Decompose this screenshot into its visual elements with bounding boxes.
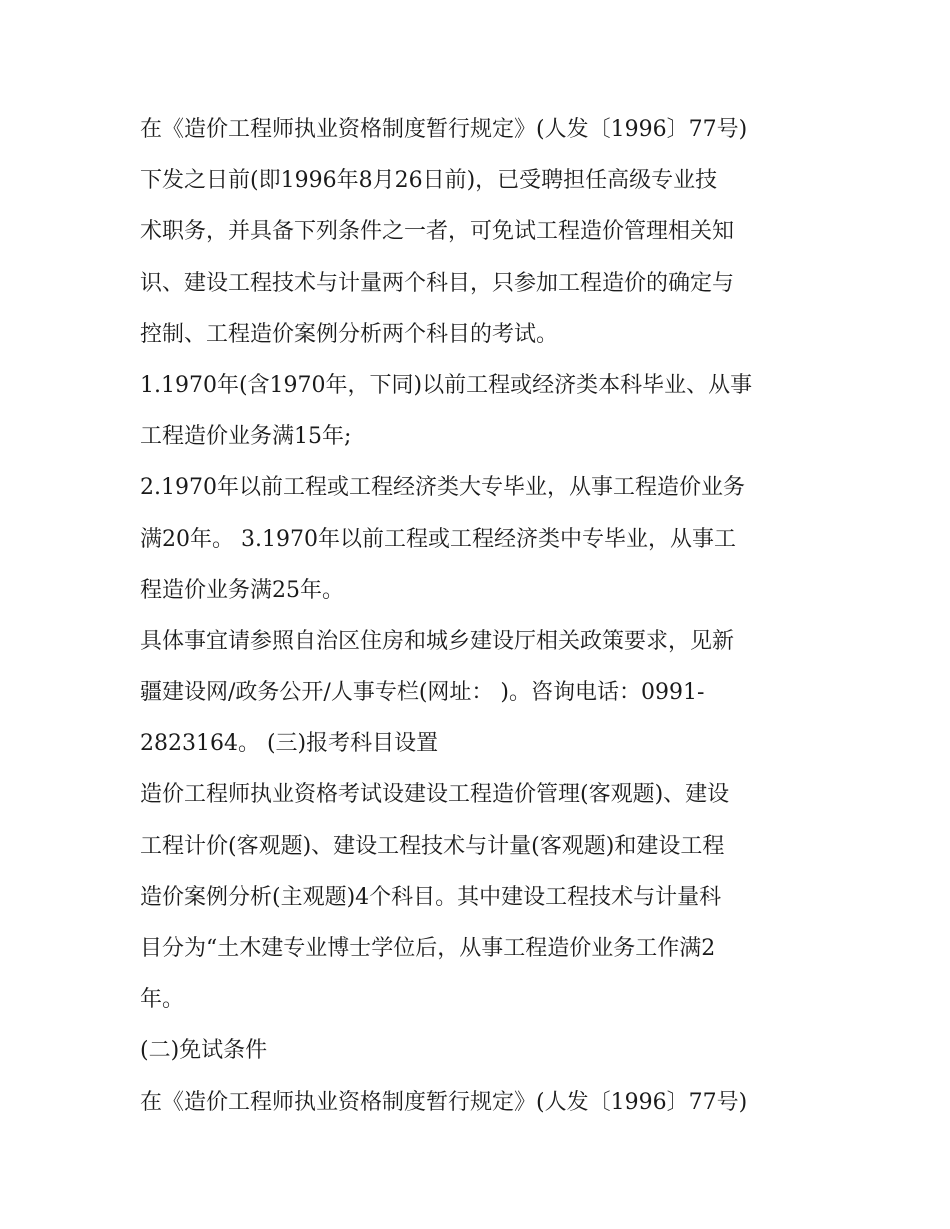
text-line: 疆建设网/政务公开/人事专栏(网址： )。咨询电话：0991- (140, 680, 705, 706)
text-line: 在《造价工程师执业资格制度暂行规定》(人发〔1996〕77号) (140, 117, 748, 142)
document-body (140, 104, 820, 1128)
text-line: 造价案例分析(主观题)4个科目。其中建设工程技术与计量科 (140, 884, 722, 910)
text-line: 控制、工程造价案例分析两个科目的考试。 (140, 321, 559, 347)
text-line: (二)免试条件 (140, 1038, 268, 1064)
text-line: 年。 (140, 987, 185, 1013)
text-line: 满20年。 3.1970年以前工程或工程经济类中专毕业，从事工 (140, 526, 736, 552)
text-line: 术职务，并具备下列条件之一者，可免试工程造价管理相关知 (140, 219, 735, 245)
text-line: 具体事宜请参照自治区住房和城乡建设厅相关政策要求，见新 (140, 628, 735, 654)
text-line: 程造价业务满25年。 (140, 577, 344, 603)
text-line: 下发之日前(即1996年8月26日前)，已受聘担任高级专业技 (140, 168, 718, 194)
text-line: 识、建设工程技术与计量两个科目，只参加工程造价的确定与 (140, 270, 735, 296)
text-line: 造价工程师执业资格考试设建设工程造价管理(客观题)、建设 (140, 782, 730, 808)
text-line: 目分为“土木建专业博士学位后，从事工程造价业务工作满2 (140, 936, 716, 961)
text-line: 1.1970年(含1970年，下同)以前工程或经济类本科毕业、从事 (140, 372, 753, 398)
text-line: 工程造价业务满15年; (140, 424, 352, 450)
text-line: 在《造价工程师执业资格制度暂行规定》(人发〔1996〕77号) (140, 1089, 748, 1115)
text-line: 2.1970年以前工程或工程经济类大专毕业，从事工程造价业务 (140, 475, 745, 501)
text-line: 2823164。 (三)报考科目设置 (140, 731, 439, 757)
text-line: 工程计价(客观题)、建设工程技术与计量(客观题)和建设工程 (140, 833, 725, 859)
